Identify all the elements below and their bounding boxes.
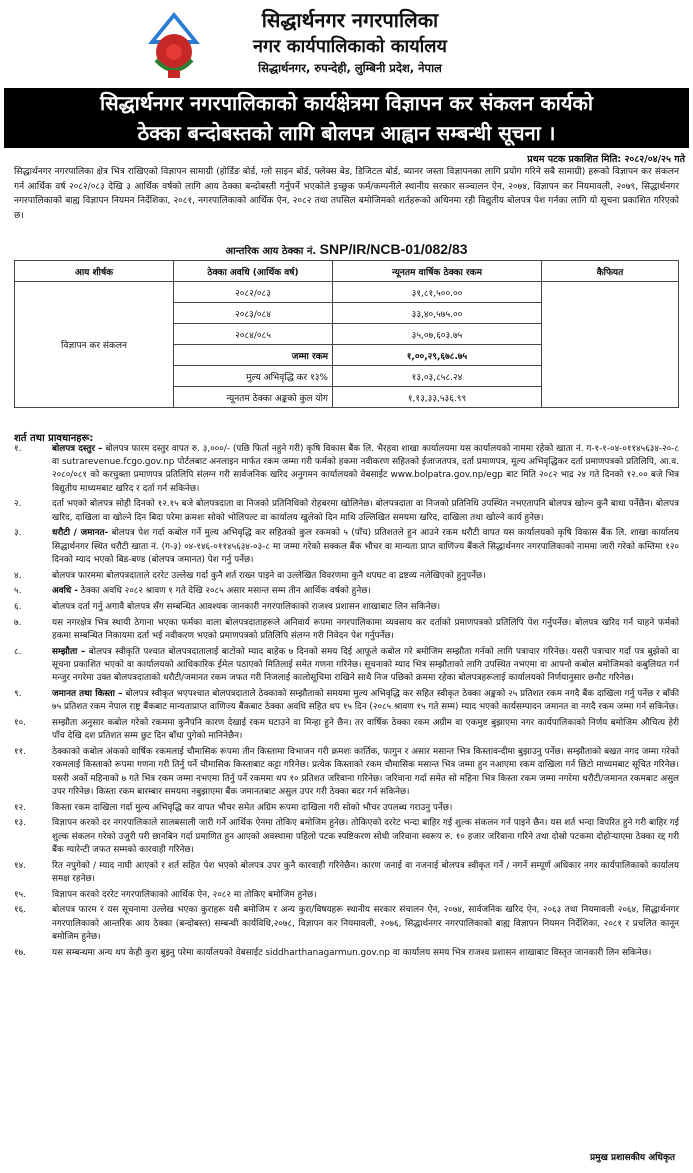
term-number: १०. (14, 718, 26, 729)
signature-line: प्रमुख प्रशासकीय अधिकृत (589, 1153, 675, 1163)
header (0, 0, 693, 88)
nepal-emblem-icon (140, 8, 208, 82)
table-header-row (15, 261, 679, 282)
term-text: बोलपत्र फारममा बोलपत्रदाताले दररेट उल्लेख गर्दा कुनै शर्त राख्न पाइने वा उल्लेखित विवरणमा कुनै थपघट वा द्रष्टव्य नलेखिएको हुनुपर्नेछ। (52, 570, 486, 581)
term-number: १६. (14, 905, 26, 916)
term-text: ठेक्काको कबोल अंकको वार्षिक रकमलाई चौमासिक रूपमा तीन किस्तामा विभाजन गरी क्रमशः कार्तिक, फागुन र असार मसान्त भित्र किस्तावन्दीमा बुझाउनु पर्नेछ। सम्झौताको बखत नगद जम्मा गरेको रकमलाई किस्ताको रूपमा गणना गरी तिर्नु पर्ने चौमासिक किस्ताबाट कट्टा गरिनेछ। प्रत्येक किस्ताको रकम चौमासिक मसान्त भित्र जम्मा हुन नआएमा रकम दाखिला गर्न छिटो माध्यमबाट सूचित गरिनेछ। यसरी अर्को महिनाको ७ गते भित्र रकम जम्मा नभएमा तिर्नु पर्ने रकममा थप १० प्रतिशत जरिवाना गरिनेछ। जरिवाना गर्दा समेत सो महिना भित्र किस्ता रकम जम्मा नगरेमा धरौटी/जमानत रकमबाट असुल उपर गरिनेछ। किस्ता रकम बारम्बार समयमा नबुझाएमा बैंक जमानतबाट असुल उपर गरी ठेक्का बदर गर्न सकिनेछ। (52, 747, 679, 797)
term-item (14, 570, 679, 583)
term-number: ५. (14, 586, 22, 597)
title-line-2: ठेक्का बन्दोबस्तको लागि बोलपत्र आह्वान सम्बन्धी सूचना । (137, 121, 556, 145)
term-number: १५. (14, 889, 26, 900)
contract-number-line (0, 241, 693, 257)
amount-cell: ३५,०७,६०३.७५ (333, 324, 542, 345)
remarks-cell (542, 282, 679, 408)
term-text: बोलपत्र पेश गर्दा कबोल गर्ने मुल्य अभिवृद्धि कर सहितको कुल रकमको ५ (पाँच) प्रतिशतले हुन आउने रकम धरौटी वापत यस कार्यालयको कृषि विकास बैंक लि. शाखा कार्यालय सिद्धार्थनगर स्थित धरौटी खाता नं. (ग-३) ०४-१४६-०११४५६३४-०३-८ मा जम्मा गरेको सक्कल बैंक भौचर वा मान्यता प्राप्त वाणिज्य बैंकले सिद्धार्थनगर नगरपालिकाको नाममा जारी गरेको कम्तिमा १२० दिनको म्याद भएको बिड-बण्ड (बोलपत्र जमानत) पेश गर्नु पर्नेछ। (52, 528, 679, 565)
office-address: सिद्धार्थनगर, रुपन्देही, लुम्बिनी प्रदेश, नेपाल (258, 61, 442, 75)
vat-label-cell: मुल्य अभिवृद्धि कर १३% (174, 366, 333, 387)
fee-table (14, 260, 679, 408)
office-name: नगर कार्यपालिकाको कार्यालय (253, 36, 447, 57)
term-item (14, 443, 679, 496)
term-text: सम्झौता अनुसार कबोल गरेको रकममा कुनैपनि कारण देखाई रकम घटाउने वा मिन्हा हुने छैन। तर वार्षिक ठेक्का रकम अग्रीम वा एकमुष्ट बुझाएमा नगर कार्यपालिकाको निर्णय बमोजिम औचित्य हेरी पाँच देखि दश प्रतिशत सम्म छुट दिन बाँधा पुगेको मानिनेछैन। (52, 718, 679, 742)
term-item (14, 746, 679, 799)
col-income-head: आय शीर्षक (15, 261, 174, 282)
term-number: १७. (14, 947, 26, 958)
term-number: ८. (14, 647, 22, 657)
term-text: बोलपत्र दर्ता गर्नु अगावै बोलपत्र सँग सम्बन्धित आवश्यक जानकारी नगरपालिकाको राजश्व प्रशासन शाखाबाट लिन सकिनेछ। (52, 602, 441, 613)
term-item (14, 585, 679, 598)
col-remarks: कैफियत (542, 261, 679, 282)
term-item (14, 860, 679, 886)
term-bold-label: बोलपत्र दस्तुर – (52, 444, 103, 454)
notice-title-banner (4, 88, 689, 148)
term-bold-label: सम्झौता – (52, 647, 86, 657)
term-number: २. (14, 499, 22, 510)
term-item (14, 817, 679, 857)
term-item (14, 601, 679, 614)
term-number: ४. (14, 570, 22, 581)
term-number: १. (14, 444, 22, 454)
term-item (14, 527, 679, 567)
term-item (14, 947, 679, 960)
intro-paragraph: सिद्धार्थनगर नगरपालिका क्षेत्र भित्र राखिएको विज्ञापन सामाग्री (होर्डिङ बोर्ड, ग्लो साइन बोर्ड, फ्लेक्स बेड, डिजिटल बोर्ड, ब्यानर जस्ता विज्ञापनका लागि प्रयोग गरिने सबै सामाग्री) हरूको विज्ञापन कर संकलन गर्न आर्थिक वर्ष २०८२/०८३ देखि ३ आर्थिक वर्षको लागि आय ठेक्का बन्दोबस्ती गर्नुपर्ने भएकोले इच्छुक फर्म/कम्पनीले स्थानीय सरकार सञ्चालन ऐन, २०७४, विज्ञापन कर नियमावली, २०७९, सिद्धार्थनगर नगरपालिकाको बाह्य विज्ञापन नियमन निर्देशिका, २०८१, नगरपालिकाको आर्थिक ऐन, २०८२ तथा तपसिल बमोजिमको शर्तहरूको अधिनमा रही विद्युतीय बोलपत्र पेश गर्नका लागि यो सूचना प्रकाशित गरिएको छ। (14, 167, 679, 221)
municipality-name: सिद्धार्थनगर नगरपालिका (261, 8, 439, 32)
contract-number: SNP/IR/NCB-01/082/83 (319, 241, 468, 257)
vat-amount-cell: १३,०३,८५८.२४ (333, 366, 542, 387)
term-bold-label: जमानत तथा किस्ता – (52, 689, 123, 700)
grand-total-label-cell: न्यूनतम ठेक्का अङ्कको कुल योग (174, 387, 333, 408)
term-item (14, 617, 679, 643)
amount-cell: ३३,४०,५७५.०० (333, 303, 542, 324)
title-line-1: सिद्धार्थनगर नगरपालिकाको कार्यक्षेत्रमा विज्ञापन कर संकलन कार्यको (99, 91, 594, 115)
term-number: १२. (14, 802, 26, 813)
term-number: ७. (14, 618, 22, 628)
term-text: यस नगरक्षेत्र भित्र स्थायी ठेगाना भएका फर्मका वाला बोलपत्रदाताहरूले अनिवार्य रूपमा नगरपालिकामा व्यवसाय कर दर्ताको प्रमाणपत्रको प्रतिलिपि पेश गर्नुपर्नेछ। बोलपत्र खरिद गर्न चाहने फर्मको हकमा सम्बन्धित निकायमा दर्ता भई नवीकरण भएको प्रमाणपत्रको प्रतिलिपि संलग्न गरी निवेदन पेश गर्नुपर्नेछ। (52, 618, 679, 642)
total-amount-cell: १,००,२९,६७८.७५ (333, 345, 542, 366)
term-item (14, 646, 679, 686)
term-number: १४. (14, 860, 26, 871)
period-cell: २०८२/०८३ (174, 282, 333, 303)
terms-list (14, 443, 679, 962)
term-number: ११. (14, 747, 26, 758)
term-bold-label: अवधि - (52, 586, 79, 597)
period-cell: २०८३/०८४ (174, 303, 333, 324)
period-cell: २०८४/०८५ (174, 324, 333, 345)
col-amount: न्यूनतम वार्षिक ठेक्का रकम (333, 261, 542, 282)
term-text: किस्ता रकम दाखिला गर्दा मुल्य अभिवृद्धि कर वापत भौचर समेत अग्रिम रूपमा दाखिला गरी सोको भौचर उपलब्ध गराउनु पर्नेछ। (52, 802, 453, 813)
term-text: रित नपुगेको / म्याद नाघी आएको र शर्त सहित पेश भएको बोलपत्र उपर कुनै कारवाही गरिनेछैन। कारण जनाई वा नजनाई बोलपत्र स्वीकृत गर्ने / नगर्ने सम्पूर्ण अधिकार नगर कार्यपालिकाको कार्यालय समक्ष रहनेछ। (52, 860, 679, 884)
income-head-cell: विज्ञापन कर संकलन (15, 282, 174, 408)
term-bold-label: धरौटी / जमानत- (52, 528, 109, 539)
term-item (14, 904, 679, 944)
term-number: ६. (14, 602, 22, 613)
term-text: दर्ता भएको बोलपत्र सोही दिनको १२.१५ बजे बोलपत्रदाता वा निजको प्रतिनिधिको रोहबरमा खोलिनेछ। बोलपत्रदाता वा निजको प्रतिनिधि उपस्थित नभएतापनि बोलपत्र खोल्न कुनै बाधा पर्नेछैन। बोलपत्र खरिद, दाखिला वा खोल्ने दिन बिदा परेमा क्रमशः सोको भोलिपल्ट वा कार्यालय खुलेको दिन माथि उल्लिखित समयमा खरिद, दाखिला तथा खोल्ने कार्य हुनेछ। (52, 499, 679, 523)
term-item (14, 802, 679, 815)
amount-cell: ३१,८१,५००.०० (333, 282, 542, 303)
term-text: बोलपत्र फारम र यस सूचनामा उल्लेख भएका कुराहरू यसै बमोजिम र अन्य कुरा/विषयहरू स्थानीय सरकार संचालन ऐन, २०७४, सार्वजनिक खरिद ऐन, २०६३ तथा नियमावली २०६४, सिद्धार्थनगर नगरपालिकाको आन्तरिक आय ठेक्का (बन्दोबस्त) सम्बन्धी कार्यविधि,२०७८, विज्ञापन कर नियमावली, २०७६, सिद्धार्थनगर नगरपालिकाको बाह्य विज्ञापन नियमन निर्देशिका, २०८१ र प्रचलित कानून बमोजिम हुनेछ। (52, 905, 679, 942)
term-item (14, 688, 679, 714)
col-period: ठेक्का अवधि (आर्थिक वर्ष) (174, 261, 333, 282)
term-text: ठेक्का अवधि २०८२ श्रावण १ गते देखि २०८५ असार मसान्त सम्म तीन आर्थिक वर्षको हुनेछ। (78, 586, 371, 597)
term-text: विज्ञापन करको दररेट नगरपालिकाको आर्थिक ऐन, २०८२ मा तोकिए बमोजिम हुनेछ। (52, 889, 317, 900)
term-number: १३. (14, 818, 26, 829)
total-label-cell: जम्मा रकम (174, 345, 333, 366)
term-text: बोलपत्र स्वीकृति पश्चात बोलपत्रदातालाई बाटोको म्याद बाहेक ७ दिनको समय दिई आफूले कबोल गरे बमोजिम सम्झौता गर्नको लागि पत्राचार गरिनेछ। यसरी पत्राचार गर्दा पत्र बुझेको वा सूचना प्रकाशित भएको वा कार्यालयको आधिकारिक ईमेल पठाएको मितिलाई समेत गणना गरिनेछ। सूचनाको म्याद भित्र सम्झौताको लागि उपस्थित नभएमा वा आफ्नो कबोल बमोजिमको कबुलियत गर्न मन्जुर नगरेमा उक्त बोलपत्रदाताको धरौटी/जमानत रकम जफत गरी निजलाई कालोसूचिमा राखिने साथै निज पछिको क्रममा रहेका बोलपत्रहरूलाई कार्यालयको निर्णयानुसार छनौट गरिनेछ। (52, 647, 679, 684)
term-number: ३. (14, 528, 22, 539)
contract-label: आन्तरिक आय ठेक्का नं. (225, 246, 317, 257)
publish-date: प्रथम पटक प्रकाशित मिति: २०८२/०४/२५ गते (527, 154, 685, 165)
terms-heading: शर्त तथा प्रावधानहरू: (14, 433, 94, 444)
term-item (14, 498, 679, 524)
term-item (14, 889, 679, 902)
grand-total-amount-cell: १,१३,३३,५३६.९९ (333, 387, 542, 408)
term-text: बोलपत्र स्वीकृत भएपश्चात बोलपत्रदाताले ठेक्काको सम्झौताको समयमा मुल्य अभिवृद्धि कर सहित स्वीकृत ठेक्का अङ्कको २५ प्रतिशत रकम नगदै बैंक दाखिला गर्नु पर्नेछ र बाँकी ७५ प्रतिशत रकम नेपाल राष्ट्र बैंकबाट मान्यताप्राप्त वाणिज्य बैंकबाट ठेक्का अवधि सहित थप १५ दिन (२०८५ श्रावण १५ गते सम्म) म्याद भएको कार्यसम्पादन जमानत वा नगदै रकम जम्मा गर्न सकिनेछ। (52, 689, 679, 713)
term-text: बोलपत्र फारम दस्तुर वापत रु. ३,०००/- (पछि फिर्ता नहुने गरी) कृषि विकास बैंक लि. भैरहवा शाखा कार्यालयमा यस कार्यालयको नाममा रहेको खाता नं. ग-१-१-०४-०११४५६३४-२०-८ वा sutrarevenue.fcgo.gov.np पोर्टलबाट अनलाइन मार्फत रकम जम्मा गरी फर्मको हकमा नवीकरण सहितको ईजाजतपत्र, दर्ता प्रमाणपत्र, मूल्य अभिवृद्धिकर दर्ता प्रमाणपत्रको प्रतिलिपि, आ.व. २०८०/०८१ को करचुक्ता प्रमाणपत्र प्रतिलिपि संलग्न गरी सार्वजनिक खरिद अनुगमन कार्यालयको वेबसाईट www.bolpatra.gov.np/egp बाट मिति २०८२ भाद्र २४ गते दिनको १२.०० बजे भित्र विद्युतीय माध्यमबाट खरिद र दर्ता गर्न सकिनेछ। (52, 444, 679, 494)
table-row (15, 282, 679, 303)
term-item (14, 717, 679, 743)
term-text: विज्ञापन करको दर नगरपालिकाले सालबसाली जारी गर्ने आर्थिक ऐनमा तोकिए बमोजिम हुनेछ। तोकिएको दररेट भन्दा बाहिर गई शुल्क संकलन गर्न पाइने छैन। यस शर्त भन्दा विपरित हुने गरी बाहिर गई शुल्क संकलन गरेको उजुरी परी छानबिन गर्दा प्रमाणित हुन आएको अवस्थामा पहिलो पटक स्पष्टिकरण सोधी जरिवाना स्वरूप रु. १० हजार जरिवाना गरिने तथा दोस्रो पटकमा दोहोर्‍याएमा ठेक्का रद्द गरी बैंक ग्यारेन्टी जफत सम्मको कारवाही गरिनेछ। (52, 818, 680, 855)
term-number: ९. (14, 689, 22, 700)
term-text: यस सम्बन्धमा अन्य थप केही कुरा बुझ्नु परेमा कार्यालयको वेबसाईट siddharthanagarmun.gov.np वा कार्यालय समय भित्र राजश्व प्रशासन शाखाबाट विस्तृत जानकारी लिन सकिनेछ। (52, 947, 652, 958)
